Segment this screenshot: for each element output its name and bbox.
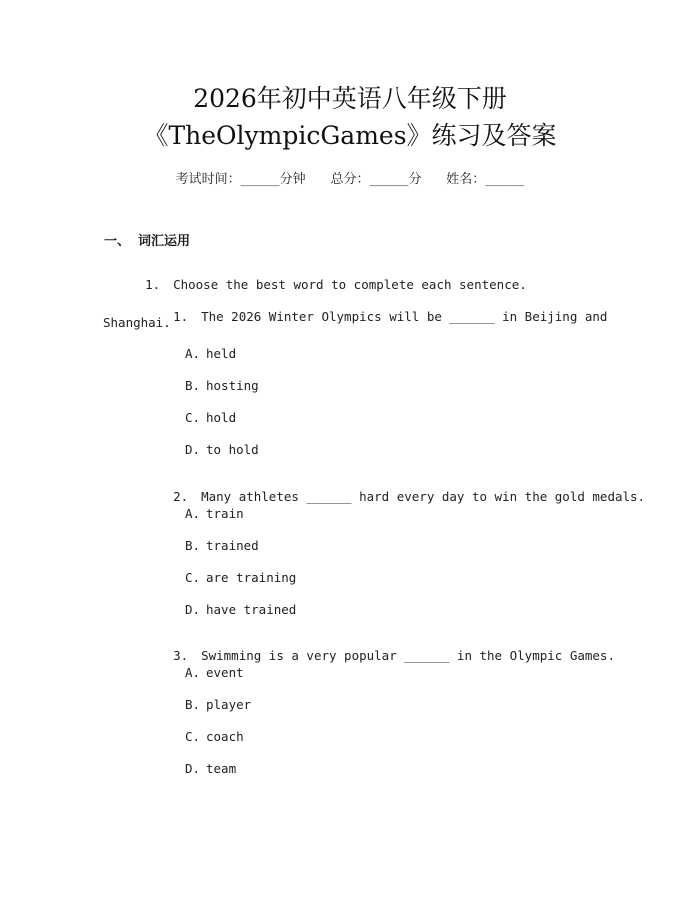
option-letter: B. <box>185 697 201 712</box>
question-1 <box>158 294 607 324</box>
option-letter: D. <box>185 442 201 457</box>
option-text: team <box>206 761 237 776</box>
option-letter: B. <box>185 378 201 393</box>
option-letter: D. <box>185 602 201 617</box>
option-text: trained <box>206 538 259 553</box>
option-letter: C. <box>185 410 201 425</box>
question-2-option-b <box>185 538 259 553</box>
question-2 <box>158 474 645 504</box>
option-letter: B. <box>185 538 201 553</box>
option-text: hosting <box>206 378 259 393</box>
instruction-text: Choose the best word to complete each sentence. <box>173 277 527 292</box>
item-number: 1. <box>145 277 161 292</box>
option-letter: C. <box>185 729 201 744</box>
option-text: player <box>206 697 252 712</box>
question-1-continuation: Shanghai. <box>103 315 171 330</box>
section-heading <box>104 230 190 249</box>
option-text: have trained <box>206 602 297 617</box>
option-letter: A. <box>185 506 201 521</box>
question-3-option-d <box>185 761 236 776</box>
item-instruction <box>130 262 527 292</box>
question-1-option-c <box>185 410 236 425</box>
question-text: Swimming is a very popular ______ in the Olympic Games. <box>201 648 615 663</box>
question-text: Many athletes ______ hard every day to win the gold medals. <box>201 489 646 504</box>
question-3 <box>158 633 615 663</box>
option-text: train <box>206 506 244 521</box>
question-3-option-c <box>185 729 244 744</box>
question-2-option-d <box>185 602 296 617</box>
question-3-option-a <box>185 665 244 680</box>
question-2-option-c <box>185 570 296 585</box>
doc-title-line2: 《TheOlympicGames》练习及答案 <box>143 121 557 150</box>
option-letter: D. <box>185 761 201 776</box>
question-text: The 2026 Winter Olympics will be ______ in Beijing and <box>201 309 608 324</box>
option-text: held <box>206 346 237 361</box>
student-name-label: 姓名：______ <box>446 172 525 187</box>
option-text: hold <box>206 410 237 425</box>
option-text: coach <box>206 729 244 744</box>
option-letter: A. <box>185 665 201 680</box>
question-1-option-a <box>185 346 236 361</box>
section-number: 一、 <box>104 234 131 249</box>
exam-meta <box>0 168 700 187</box>
section-title: 词汇运用 <box>138 234 191 249</box>
total-score-label: 总分：______分 <box>330 172 422 187</box>
question-number: 3. <box>173 648 189 663</box>
option-letter: A. <box>185 346 201 361</box>
exam-time-label: 考试时间：______分钟 <box>175 172 306 187</box>
option-text: to hold <box>206 442 259 457</box>
question-number: 2. <box>173 489 189 504</box>
question-1-option-b <box>185 378 259 393</box>
option-text: event <box>206 665 244 680</box>
option-text: are training <box>206 570 297 585</box>
question-2-option-a <box>185 506 244 521</box>
question-3-option-b <box>185 697 251 712</box>
question-number: 1. <box>173 309 189 324</box>
question-1-option-d <box>185 442 259 457</box>
doc-title-line1: 2026年初中英语八年级下册 <box>193 84 507 113</box>
option-letter: C. <box>185 570 201 585</box>
